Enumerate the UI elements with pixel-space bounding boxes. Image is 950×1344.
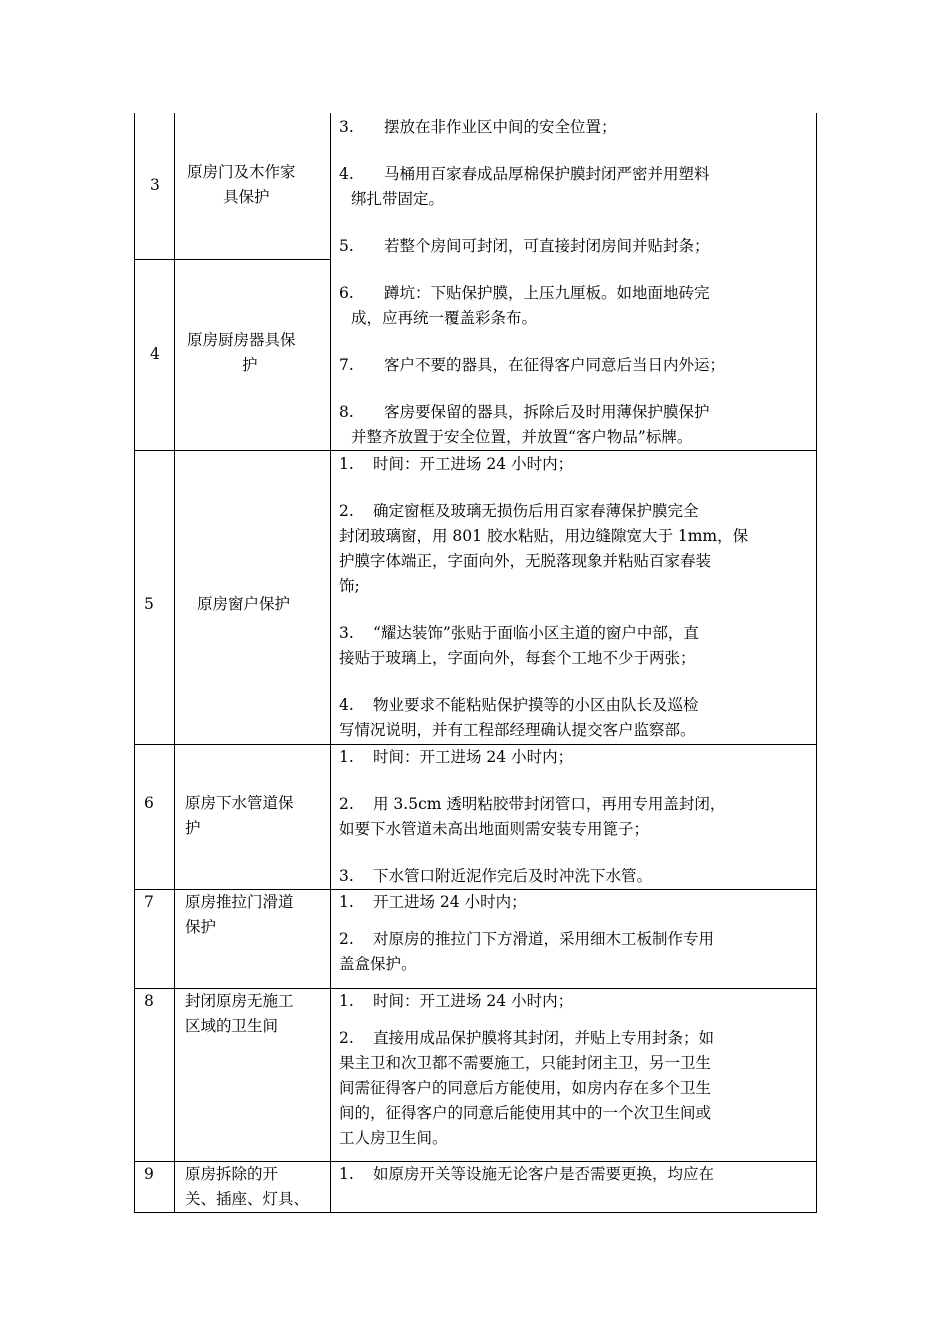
table-border-left (134, 113, 135, 1213)
row-category: 原房厨房器具保 护 (187, 331, 296, 374)
item-list (339, 452, 748, 743)
list-item: 3. 摆放在非作业区中间的安全位置； (339, 118, 617, 136)
list-item: 5. 若整个房间可封闭，可直接封闭房间并贴封条； (339, 237, 710, 255)
row-divider-3-4 (134, 259, 331, 260)
row-number: 8 (144, 992, 154, 1010)
table-border-col2 (330, 113, 331, 1213)
list-item: 2. 直接用成品保护膜将其封闭，并贴上专用封条；如 果主卫和次卫都不需要施工，只能封闭主卫，另一卫生 间需征得客户的同意后方能使用，如房内存在多个卫生 间的，征得客户的同意后能使用其中的一个次卫生间或 工人房卫生间。 (339, 1029, 715, 1147)
list-item: 7. 客户不要的器具，在征得客户同意后当日内外运； (339, 356, 726, 374)
list-item: 6. 蹲坑：下贴保护膜，上压九厘板。如地面地砖完 成，应再统一覆盖彩条布。 (339, 284, 710, 327)
list-item: 3. 下水管口附近泥作完后及时冲洗下水管。 (339, 867, 653, 885)
row-category: 原房推拉门滑道 保护 (185, 893, 294, 936)
item-list (339, 1162, 714, 1187)
list-item: 4. 马桶用百家春成品厚棉保护膜封闭严密并用塑料 绑扎带固定。 (339, 165, 710, 208)
row-category: 原房下水管道保 护 (185, 794, 294, 837)
row-number: 6 (144, 794, 154, 812)
table-border-bottom (134, 1212, 817, 1213)
item-list (339, 989, 714, 1151)
row-category: 原房窗户保护 (197, 595, 291, 613)
list-item: 1. 开工进场 24 小时内； (339, 893, 527, 911)
table-border-col1 (174, 113, 175, 1213)
protection-table (134, 113, 817, 1213)
list-item: 1. 如原房开关等设施无论客户是否需要更换，均应在 (339, 1165, 715, 1183)
row-divider-4-5 (134, 450, 817, 451)
list-item: 3. “耀达装饰”张贴于面临小区主道的窗户中部，直 接贴于玻璃上，字面向外，每套个工地不少于两张； (339, 624, 699, 667)
row-number: 3 (150, 176, 160, 194)
item-list (339, 745, 725, 889)
list-item: 1. 时间：开工进场 24 小时内； (339, 748, 574, 766)
list-item: 2. 用 3.5cm 透明粘胶带封闭管口，再用专用盖封闭， 如要下水管道未高出地面则需安装专用篦子； (339, 795, 726, 838)
row-category: 原房门及木作家 具保护 (187, 163, 296, 206)
list-item: 1. 时间：开工进场 24 小时内； (339, 455, 574, 473)
row-number: 4 (150, 345, 160, 363)
item-list (339, 115, 725, 450)
row-category: 原房拆除的开 关、插座、灯具、 (185, 1165, 310, 1208)
list-item: 1. 时间：开工进场 24 小时内； (339, 992, 574, 1010)
list-item: 2. 确定窗框及玻璃无损伤后用百家春薄保护膜完全 封闭玻璃窗，用 801 胶水粘贴，用边缝隙宽大于 1mm，保 护膜字体端正，字面向外，无脱落现象并粘贴百家春装 饰; (339, 502, 749, 595)
row-number: 5 (144, 595, 154, 613)
row-number: 9 (144, 1165, 154, 1183)
list-item: 8. 客房要保留的器具，拆除后及时用薄保护膜保护 并整齐放置于安全位置，并放置“客户物品”标牌。 (339, 403, 710, 446)
row-category: 封闭原房无施工 区域的卫生间 (185, 992, 294, 1035)
table-border-right (816, 113, 817, 1213)
list-item: 4. 物业要求不能粘贴保护摸等的小区由队长及巡检 写情况说明，并有工程部经理确认提交客户监察部。 (339, 696, 699, 739)
item-list (339, 890, 714, 977)
list-item: 2. 对原房的推拉门下方滑道，采用细木工板制作专用 盖盒保护。 (339, 930, 715, 973)
row-number: 7 (144, 893, 154, 911)
